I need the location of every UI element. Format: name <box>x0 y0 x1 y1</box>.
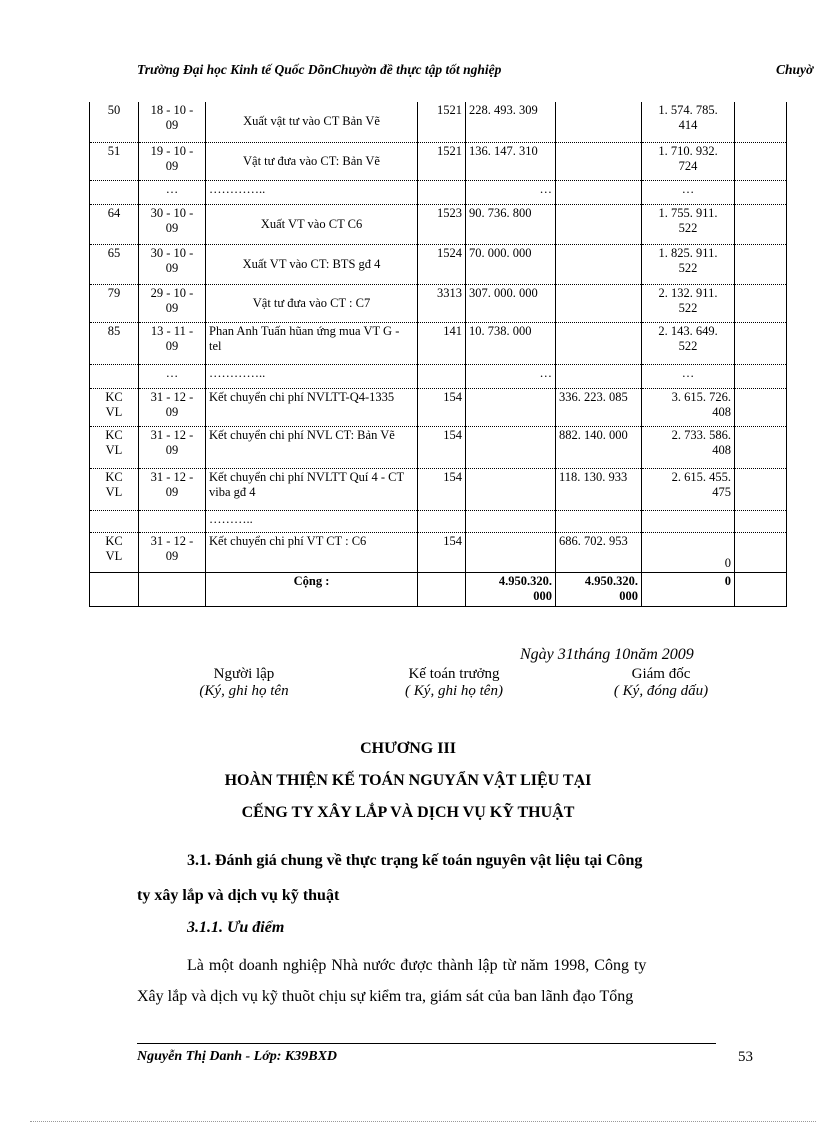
row-date: 30 - 10 - 09 <box>139 204 206 244</box>
row-balance: 2. 132. 911. 522 <box>642 284 735 322</box>
row-account: 154 <box>418 388 466 426</box>
row-extra <box>735 468 787 510</box>
table-row <box>90 388 787 426</box>
row-account: 1524 <box>418 244 466 284</box>
director-title: Giám đốc <box>631 666 691 682</box>
chapter-title-line2: CẾNG TY XÂY LẮP VÀ DỊCH VỤ KỸ THUẬT <box>241 804 575 821</box>
row-date: 19 - 10 - 09 <box>139 142 206 180</box>
paragraph-line1: Là một doanh nghiệp Nhà nước được thành lập từ năm 1998, Công ty <box>187 957 647 974</box>
row-balance: 2. 143. 649. 522 <box>642 322 735 364</box>
total-debit: 4.950.320. 000 <box>466 572 556 606</box>
row-description: ……….. <box>206 510 418 532</box>
row-balance: 1. 574. 785. 414 <box>642 102 735 142</box>
row-debit <box>466 388 556 426</box>
row-account <box>418 364 466 388</box>
row-date: 29 - 10 - 09 <box>139 284 206 322</box>
row-date: 31 - 12 - 09 <box>139 532 206 572</box>
row-description: ………….. <box>206 364 418 388</box>
row-debit: 228. 493. 309 <box>466 102 556 142</box>
row-description: Phan Anh Tuấn hũan ứng mua VT G - tel <box>206 322 418 364</box>
row-extra <box>735 180 787 204</box>
paragraph-line2: Xây lắp và dịch vụ kỹ thuõt chịu sự kiểm tra, giám sát của ban lãnh đạo Tổng <box>137 988 634 1005</box>
row-debit: 90. 736. 800 <box>466 204 556 244</box>
row-credit <box>556 322 642 364</box>
row-date: … <box>139 364 206 388</box>
row-debit: 307. 000. 000 <box>466 284 556 322</box>
row-balance: 0 <box>642 532 735 572</box>
row-extra <box>735 142 787 180</box>
row-debit: … <box>466 364 556 388</box>
row-code <box>90 180 139 204</box>
row-extra <box>735 102 787 142</box>
row-extra <box>735 322 787 364</box>
row-balance: 1. 755. 911. 522 <box>642 204 735 244</box>
row-debit <box>466 468 556 510</box>
total-account <box>418 572 466 606</box>
row-description: Xuất VT vào CT: BTS gđ 4 <box>206 244 418 284</box>
signature-accountant <box>384 666 524 700</box>
row-code: 50 <box>90 102 139 142</box>
row-date: 13 - 11 - 09 <box>139 322 206 364</box>
total-credit: 4.950.320. 000 <box>556 572 642 606</box>
row-description: Kết chuyển chi phí NVL CT: Bản Vẽ <box>206 426 418 468</box>
table-row <box>90 468 787 510</box>
row-extra <box>735 284 787 322</box>
row-account: 154 <box>418 468 466 510</box>
section-heading-line1: 3.1. Đánh giá chung về thực trạng kế toán nguyên vật liệu tại Công <box>187 852 643 869</box>
row-balance: 2. 615. 455. 475 <box>642 468 735 510</box>
preparer-title: Người lập <box>213 666 275 682</box>
table-row <box>90 364 787 388</box>
page-header-title: Trường Đại học Kinh tế Quốc DõnChuyờn đề thực tập tốt nghiệp <box>137 62 502 77</box>
total-extra <box>735 572 787 606</box>
row-description: Xuất vật tư vào CT Bản Vẽ <box>206 102 418 142</box>
row-code <box>90 364 139 388</box>
total-row <box>90 572 787 606</box>
row-credit: 686. 702. 953 <box>556 532 642 572</box>
row-balance <box>642 510 735 532</box>
table-row <box>90 204 787 244</box>
row-code: 65 <box>90 244 139 284</box>
row-debit <box>466 426 556 468</box>
row-date: 30 - 10 - 09 <box>139 244 206 284</box>
row-description: Kết chuyển chi phí VT CT : C6 <box>206 532 418 572</box>
table-row <box>90 284 787 322</box>
row-code: KC VL <box>90 468 139 510</box>
row-description: Kết chuyển chi phí NVLTT Quí 4 - CT viba gđ 4 <box>206 468 418 510</box>
table-row <box>90 142 787 180</box>
row-balance: 1. 825. 911. 522 <box>642 244 735 284</box>
row-balance: 3. 615. 726. 408 <box>642 388 735 426</box>
row-description: Vật tư đưa vào CT: Bản Vẽ <box>206 142 418 180</box>
director-note: ( Ký, đóng dấu) <box>613 683 709 699</box>
row-code: 79 <box>90 284 139 322</box>
table-row <box>90 532 787 572</box>
row-debit: 136. 147. 310 <box>466 142 556 180</box>
row-code: KC VL <box>90 388 139 426</box>
row-code: KC VL <box>90 426 139 468</box>
row-debit: … <box>466 180 556 204</box>
total-balance: 0 <box>642 572 735 606</box>
total-date <box>139 572 206 606</box>
row-code: 51 <box>90 142 139 180</box>
table-row <box>90 322 787 364</box>
row-description: Xuất VT vào CT C6 <box>206 204 418 244</box>
section-heading-line2: ty xây lắp và dịch vụ kỹ thuật <box>137 887 340 904</box>
signature-preparer <box>182 666 306 700</box>
row-balance: … <box>642 180 735 204</box>
table-row <box>90 426 787 468</box>
row-debit: 70. 000. 000 <box>466 244 556 284</box>
signature-director <box>594 666 728 700</box>
accountant-note: ( Ký, ghi họ tên) <box>405 683 503 699</box>
row-account: 154 <box>418 532 466 572</box>
row-extra <box>735 364 787 388</box>
row-credit: 118. 130. 933 <box>556 468 642 510</box>
row-date <box>139 510 206 532</box>
row-credit <box>556 244 642 284</box>
row-date: … <box>139 180 206 204</box>
row-code: KC VL <box>90 532 139 572</box>
row-description: Kết chuyển chi phí NVLTT-Q4-1335 <box>206 388 418 426</box>
row-extra <box>735 388 787 426</box>
chapter-number: CHƯƠNG III <box>360 740 456 757</box>
row-debit <box>466 510 556 532</box>
row-debit <box>466 532 556 572</box>
row-code <box>90 510 139 532</box>
subsection-heading: 3.1.1. Ưu điểm <box>187 919 285 936</box>
row-extra <box>735 426 787 468</box>
table-row <box>90 180 787 204</box>
row-credit <box>556 102 642 142</box>
row-account <box>418 510 466 532</box>
row-balance: 2. 733. 586. 408 <box>642 426 735 468</box>
row-credit <box>556 510 642 532</box>
row-code: 64 <box>90 204 139 244</box>
row-account <box>418 180 466 204</box>
row-date: 18 - 10 - 09 <box>139 102 206 142</box>
row-credit <box>556 364 642 388</box>
row-credit <box>556 284 642 322</box>
row-balance: … <box>642 364 735 388</box>
row-date: 31 - 12 - 09 <box>139 426 206 468</box>
footer-divider <box>137 1043 716 1044</box>
row-debit: 10. 738. 000 <box>466 322 556 364</box>
row-code: 85 <box>90 322 139 364</box>
row-account: 1521 <box>418 142 466 180</box>
row-description: Vật tư đưa vào CT : C7 <box>206 284 418 322</box>
table-row <box>90 102 787 142</box>
row-date: 31 - 12 - 09 <box>139 388 206 426</box>
row-account: 154 <box>418 426 466 468</box>
table-row <box>90 510 787 532</box>
row-account: 141 <box>418 322 466 364</box>
row-extra <box>735 244 787 284</box>
row-credit: 882. 140. 000 <box>556 426 642 468</box>
table-row <box>90 244 787 284</box>
ledger-table <box>89 102 787 607</box>
page-number: 53 <box>738 1049 753 1065</box>
row-credit: 336. 223. 085 <box>556 388 642 426</box>
row-balance: 1. 710. 932. 724 <box>642 142 735 180</box>
row-account: 3313 <box>418 284 466 322</box>
preparer-note: (Ký, ghi họ tên <box>199 683 289 699</box>
page-header-truncated: Chuyờ <box>776 62 814 77</box>
row-account: 1521 <box>418 102 466 142</box>
row-account: 1523 <box>418 204 466 244</box>
row-extra <box>735 204 787 244</box>
row-description: ………….. <box>206 180 418 204</box>
footer-author: Nguyễn Thị Danh - Lớp: K39BXD <box>137 1049 338 1064</box>
row-credit <box>556 180 642 204</box>
row-credit <box>556 204 642 244</box>
row-extra <box>735 510 787 532</box>
signature-date: Ngày 31tháng 10năm 2009 <box>520 646 694 663</box>
chapter-title-line1: HOÀN THIỆN KẾ TOÁN NGUYẨN VẬT LIỆU TẠI <box>224 772 592 789</box>
total-label: Cộng : <box>206 572 418 606</box>
row-credit <box>556 142 642 180</box>
accountant-title: Kế toán trưởng <box>408 666 500 682</box>
row-date: 31 - 12 - 09 <box>139 468 206 510</box>
row-extra <box>735 532 787 572</box>
total-code <box>90 572 139 606</box>
page-bottom-border <box>30 1121 816 1122</box>
